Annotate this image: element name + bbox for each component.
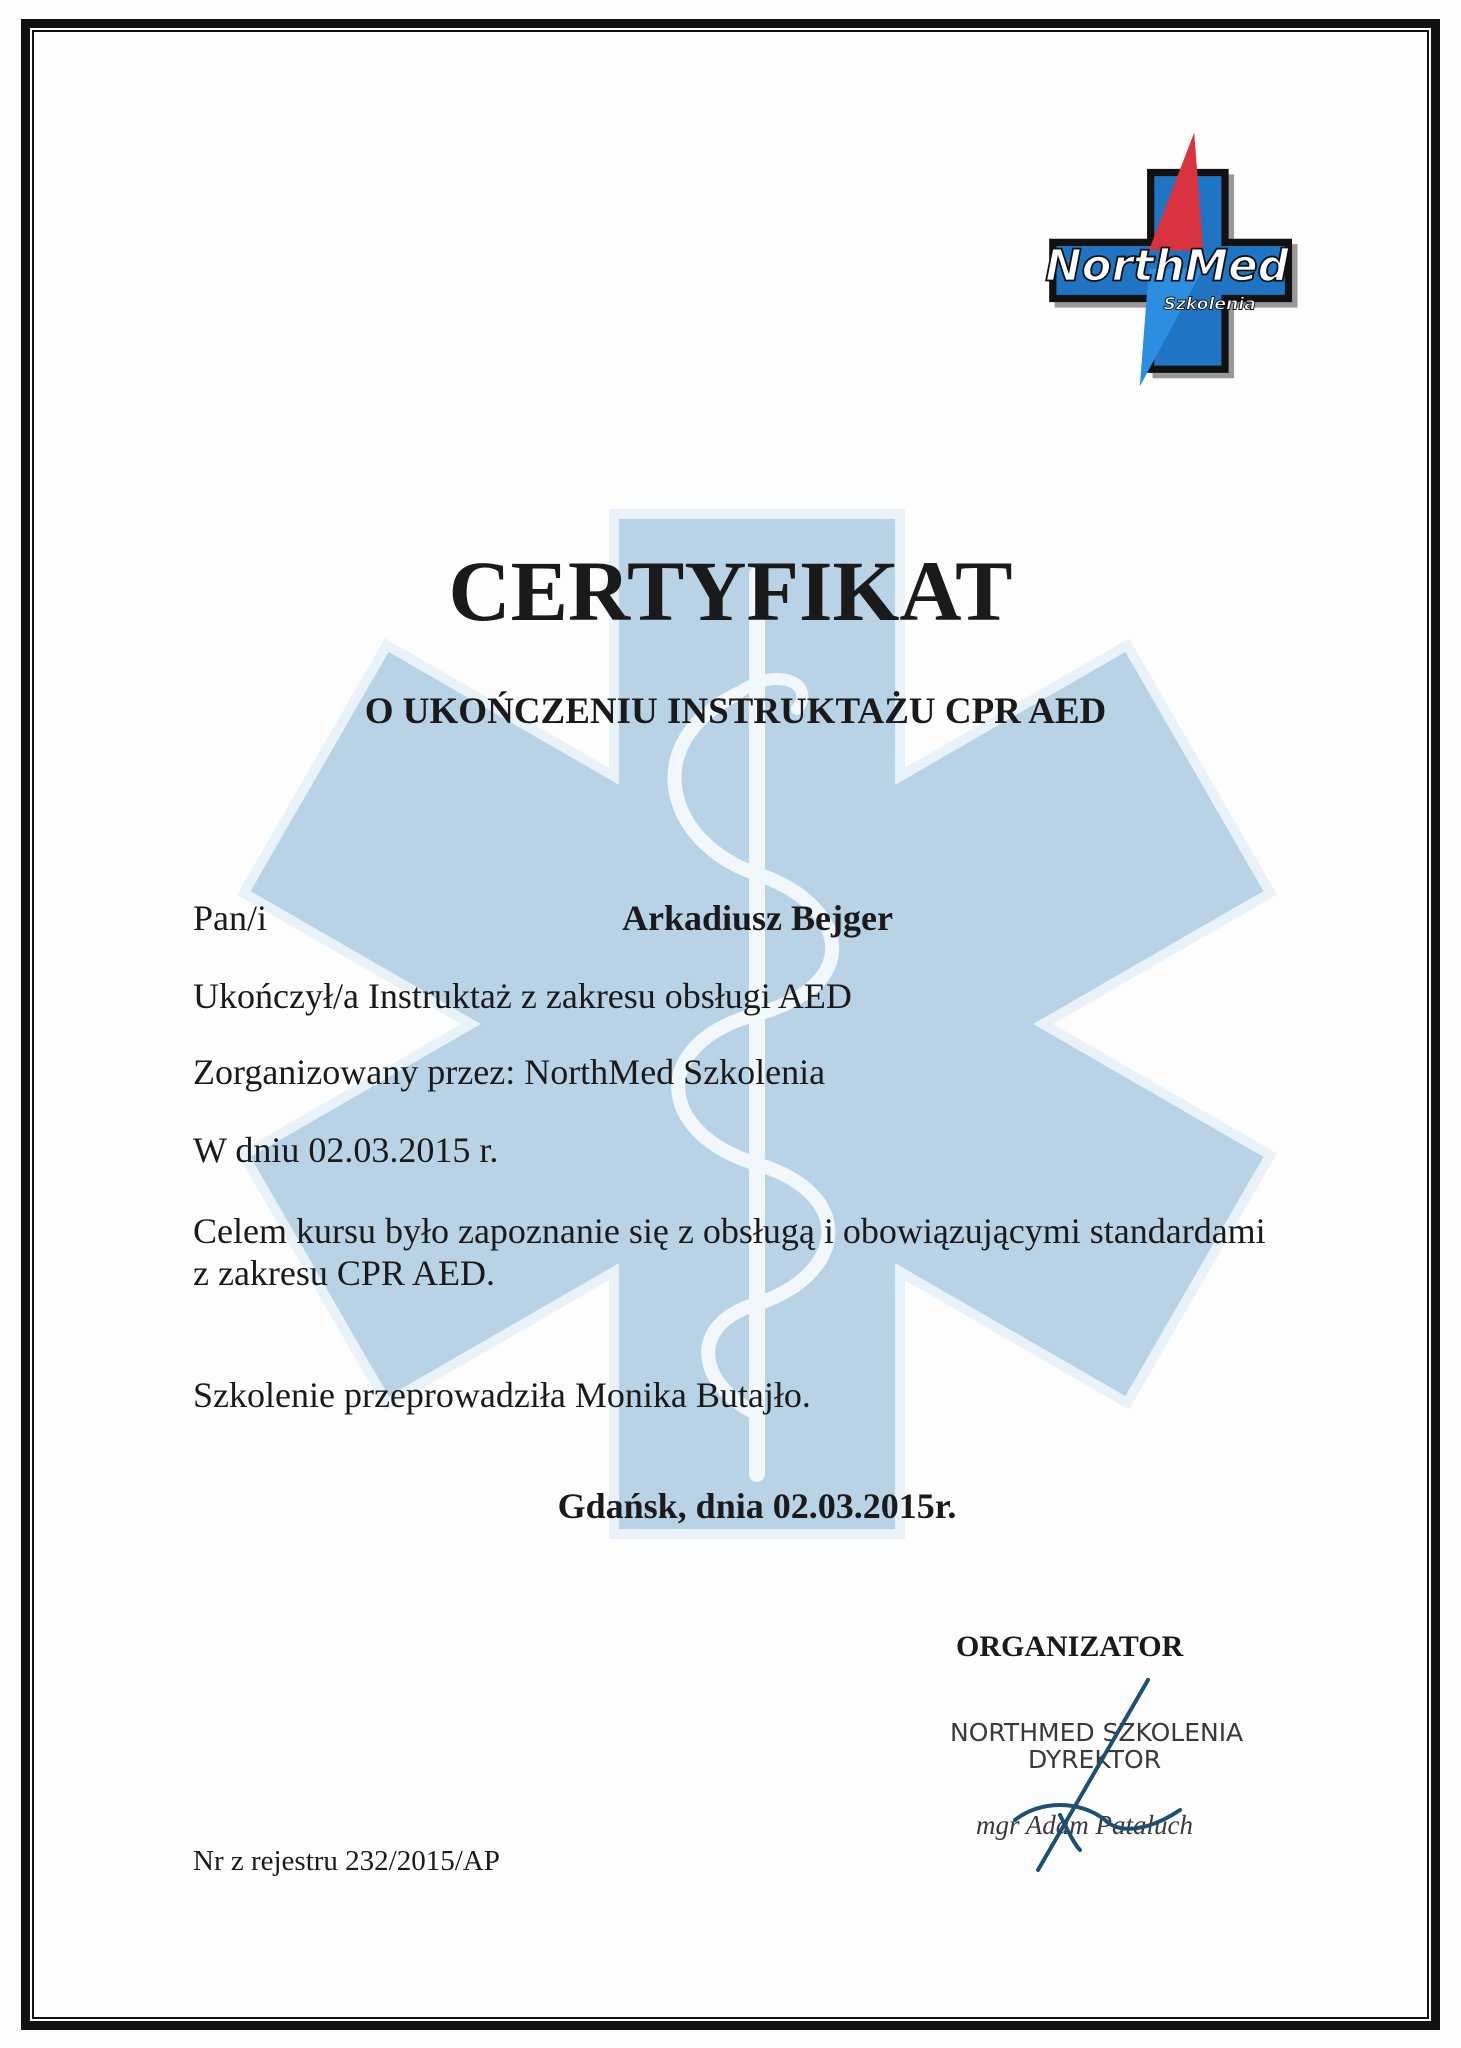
organizer-line: Zorganizowany przez: NorthMed Szkolenia [193,1052,826,1092]
northmed-logo [1022,110,1312,400]
registry-number: Nr z rejestru 232/2015/AP [193,1845,500,1877]
instructor-line: Szkolenie przeprowadziła Monika Butajło. [193,1375,811,1415]
course-line: Ukończył/a Instruktaż z zakresu obsługi AED [193,976,852,1016]
place-date: Gdańsk, dnia 02.03.2015r. [557,1486,957,1526]
logo-name: NorthMed [1045,241,1289,292]
certificate-title: CERTYFIKAT [448,543,1013,639]
recipient-name: Arkadiusz Bejger [622,898,893,938]
logo-subtitle: Szkolenia [1163,294,1256,315]
purpose-line-2: z zakresu CPR AED. [193,1253,495,1293]
stamp-name: mgr Adam Patałuch [976,1810,1193,1840]
date-line: W dniu 02.03.2015 r. [193,1130,499,1170]
organizer-heading: ORGANIZATOR [956,1630,1184,1663]
purpose-line-1: Celem kursu było zapoznanie się z obsługą i obowiązującymi standardami [193,1211,1266,1251]
certificate-subtitle: O UKOŃCZENIU INSTRUKTAŻU CPR AED [364,691,1107,732]
stamp-line-1: NORTHMED SZKOLENIA [950,1718,1244,1747]
signature [1000,1670,1260,1910]
stamp-line-2: DYREKTOR [1028,1745,1162,1774]
recipient-label: Pan/i [193,898,268,938]
